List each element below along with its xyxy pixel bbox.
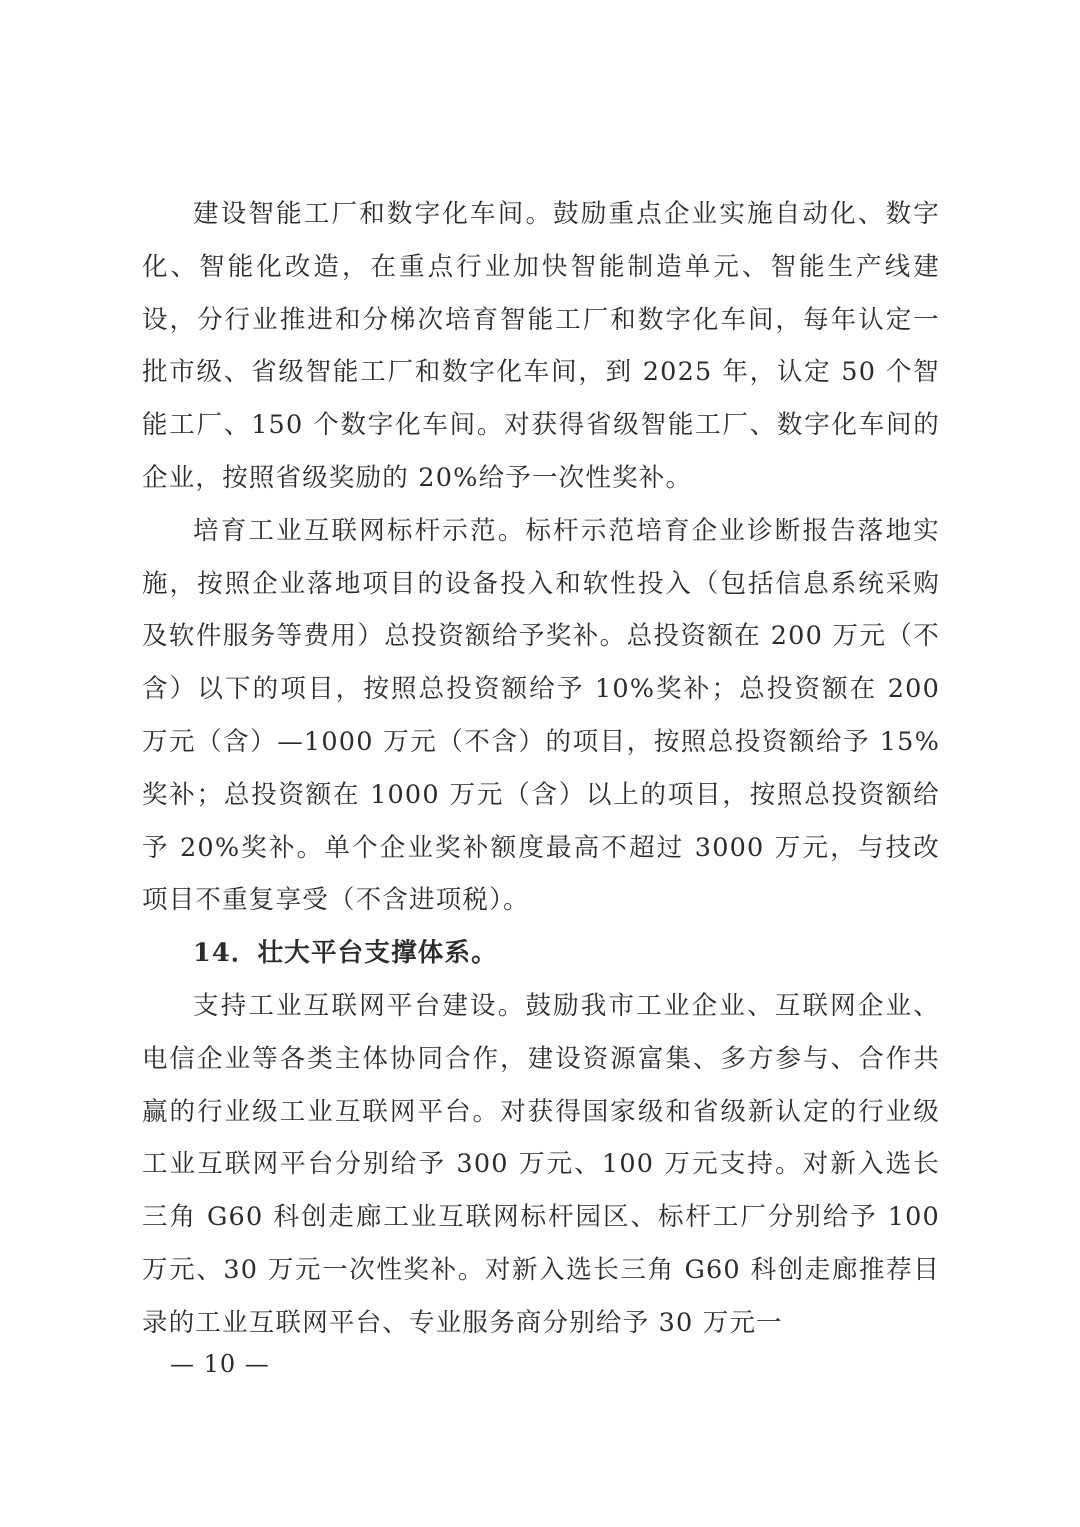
page-number: — 10 —: [170, 1350, 270, 1378]
paragraph-smart-factory: 建设智能工厂和数字化车间。鼓励重点企业实施自动化、数字化、智能化改造，在重点行业加快智能制造单元、智能生产线建设，分行业推进和分梯次培育智能工厂和数字化车间，每年认定一批市级、省级智能工厂和数字化车间，到 2025 年，认定 50 个智能工厂、150 个数字化车间。对获得省级智能工厂、数字化车间的企业，按照省级奖励的 20%给予一次性奖补。: [142, 199, 940, 493]
document-body: [142, 188, 940, 1350]
section-heading: 14．壮大平台支撑体系。: [193, 938, 498, 969]
paragraph-industrial-internet-benchmark: 培育工业互联网标杆示范。标杆示范培育企业诊断报告落地实施，按照企业落地项目的设备投入和软性投入（包括信息系统采购及软件服务等费用）总投资额给予奖补。总投资额在 200 万元（不含）以下的项目，按照总投资额给予 10%奖补；总投资额在 200 万元（含）—1000 万元（不含）的项目，按照总投资额给予 15%奖补；总投资额在 1000 万元（含）以上的项目，按照总投资额给予 20%奖补。单个企业奖补额度最高不超过 3000 万元，与技改项目不重复享受（不含进项税）。: [142, 515, 940, 916]
paragraph-platform-construction: 支持工业互联网平台建设。鼓励我市工业企业、互联网企业、电信企业等各类主体协同合作，建设资源富集、多方参与、合作共赢的行业级工业互联网平台。对获得国家级和省级新认定的行业级工业互联网平台分别给予 300 万元、100 万元支持。对新入选长三角 G60 科创走廊工业互联网标杆园区、标杆工厂分别给予 100 万元、30 万元一次性奖补。对新入选长三角 G60 科创走廊推荐目录的工业互联网平台、专业服务商分别给予 30 万元一: [142, 990, 940, 1338]
